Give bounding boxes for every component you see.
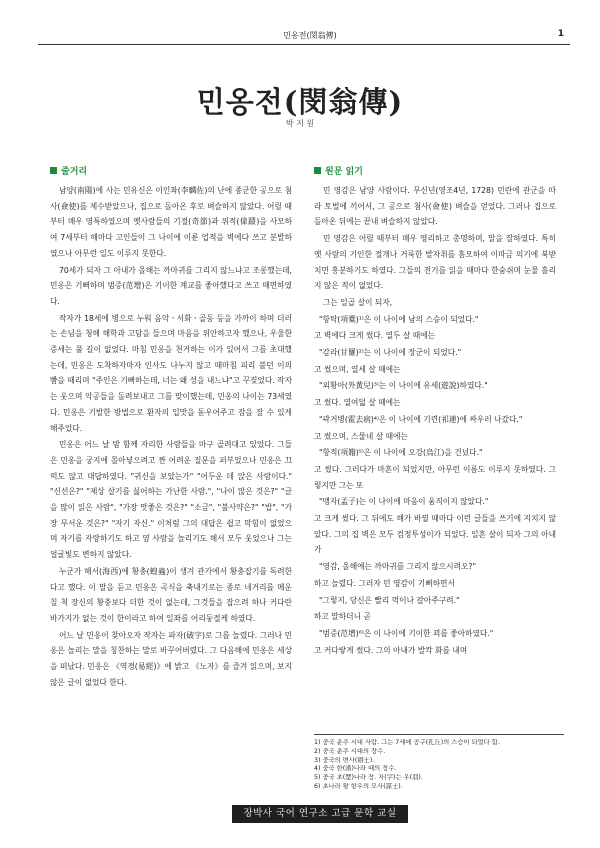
original-text-heading-label: 원문 읽기 [325, 167, 363, 177]
quoted-line: "항탁(項橐)¹⁾은 이 나이에 남의 스승이 되었다." [319, 314, 479, 324]
footer-banner: 장박사 국어 연구소 고급 문학 교실 [232, 805, 408, 823]
page-number: 1 [557, 29, 564, 39]
body-paragraph: 고 벽에다 크게 썼다. 열두 살 때에는 [314, 331, 436, 341]
page-header [52, 30, 568, 44]
square-bullet-icon [314, 167, 321, 174]
body-paragraph: 고 썼다. 그러다가 마흔이 되었지만, 아무런 이름도 이루지 못하였다. 그렇지만 그는 또 [314, 464, 556, 490]
quoted-line: "맹자(孟子)는 이 나이에 마음이 움직이지 않았다." [319, 497, 489, 507]
footnote: 3) 중국의 변사(辯士). [314, 756, 375, 764]
body-paragraph: 고 크게 썼다. 그 뒤에도 해가 바뀔 때마다 이런 글들을 쓰기에 지치지 않았다. 그의 집 벽은 모두 검정투성이가 되었다. 일흔 살이 되자 그의 아내가 [314, 514, 556, 555]
quoted-line: "외황아(外黃兒)³⁾는 이 나이에 유세(遊說)하였다." [319, 381, 488, 391]
summary-paragraph: 누군가 해서(海西)에 황충(蝗蟲)이 생겨 관가에서 황충잡기를 독려한다고 했다. 이 말을 듣고 민옹은 곡식을 축내기로는 종로 네거리를 메운 칠 척 장신의 황충보다 더한 것이 없는데, 그것들을 잡으려 하나 커다란 바가지가 없는 것이 한이라고 하여 일좌를 어리둥절케 하였다. [50, 566, 292, 623]
author: 박 지 원 [285, 119, 315, 128]
body-paragraph: 민 영감은 어릴 때부터 매우 영리하고 총명하며, 말을 잘하였다. 특히 옛 사람의 기인한 절개나 거룩한 발자취를 흠모하여 이따금 의기에 북받치면 흥분하기도 하였다. 그들의 전기를 읽을 때마다 한숨쉬며 눈물 흘리지 않은 적이 없었다. [314, 234, 556, 291]
running-title: 민옹전(閔翁傳) [283, 31, 337, 40]
original-text-column [314, 164, 556, 659]
original-text-heading [314, 164, 556, 177]
square-bullet-icon [50, 167, 57, 174]
quoted-line: "범증(范增)⁶⁾은 이 나이에 기이한 꾀를 좋아하였다." [319, 628, 494, 638]
summary-heading-label: 줄거리 [61, 167, 88, 177]
quoted-line: "감라(甘羅)²⁾는 이 나이에 장군이 되었다." [319, 348, 462, 358]
body-paragraph: 민 영감은 남양 사람이다. 무신년(영조4년, 1728) 민란에 관군을 따라 토벌에 끼어서, 그 공으로 첨사(僉使) 벼슬을 얻었다. 그러나 집으로 돌아온 뒤에는 끝내 벼슬하지 않았다. [314, 186, 556, 227]
quoted-line: "그렇지, 당신은 빨리 먹이나 갈아주구려." [319, 595, 460, 605]
document-title: 민옹전(閔翁傳) [196, 85, 404, 119]
quoted-line: "영감, 올해에는 까마귀를 그리지 않으시려오?" [319, 562, 477, 572]
quoted-line: "항적(項籍)⁵⁾은 이 나이에 오강(烏江)을 건넜다." [319, 448, 483, 458]
quoted-line: "곽거병(霍去病)⁴⁾은 이 나이에 기련(祁連)에 싸우러 나갔다." [319, 414, 523, 424]
body-paragraph: 고 썼다. 열여덟 살 때에는 [314, 398, 401, 408]
footnotes [314, 734, 564, 792]
body-paragraph: 고 썼으며, 스물네 살 때에는 [314, 431, 408, 441]
footnote: 6) 초나라 왕 항우의 모사(謀士). [314, 782, 403, 790]
summary-heading [50, 164, 292, 177]
footnote: 2) 중국 춘추 시대의 장수. [314, 747, 386, 755]
body-paragraph: 그는 일곱 살이 되자, [323, 297, 393, 307]
summary-column [50, 164, 292, 692]
footnote: 4) 중국 한(漢)나라 때의 장수. [314, 765, 397, 773]
body-paragraph: 고 커다랗게 썼다. 그의 아내가 발칵 화를 내며 [314, 645, 468, 655]
body-paragraph: 고 썼으며, 열세 살 때에는 [314, 364, 401, 374]
body-paragraph: 하고 놀렸다. 그러자 민 영감이 기뻐하면서 [314, 578, 455, 588]
header-rule [38, 44, 570, 45]
original-text-body [314, 183, 556, 658]
summary-paragraph: 70세가 되자 그 아내가 올해는 까마귀를 그리지 않느냐고 조롱했는데, 민옹은 기뻐하며 범증(范增)은 기이한 계교를 좋아했다고 쓰고 때면하였다. [50, 265, 292, 306]
body-paragraph: 하고 말하더니 곧 [314, 612, 371, 622]
summary-paragraph: 민옹은 어느 날 밤 함께 자리한 사람들을 마구 골려대고 있었다. 그들은 민옹을 궁지에 몰아넣으려고 짠 어려운 질문을 퍼부었으나 민옹은 끄떡도 않고 대답하였다. "귀신을 보았는가" "어두운 데 앉은 사람이다." "신선은?" "제상 살기를 싫어하는 가난한 사람.", "나이 많은 것은?" "글을 많이 읽은 사람", "가장 맛좋은 것은?" "소금", "불사약은?" "밥", "가장 무서운 것은?" "자기 자신." 이처럼 그의 대답은 쉽고 막힘이 없었으며 자기를 자랑하기도 하고 옆 사람을 놀리기도 해서 모두 웃었으나 그는 얼굴빛도 변하지 않았다. [50, 440, 292, 560]
summary-paragraph: 남양(南陽)에 사는 민유신은 이인좌(李麟佐)의 난에 종군한 공으로 첨사(僉使)를 제수받았으나, 집으로 돌아온 후로 벼슬하지 않았다. 어릴 때부터 매우 영특하였으며 옛사람들의 기절(奇節)과 위적(偉蹟)을 사모하여 7세부터 해마다 고인들이 그 나이에 이룬 업적을 벽에다 쓰고 분발하였으나 아무런 일도 이루지 못한다. [50, 186, 292, 258]
footnote: 5) 중국 초(楚)나라 장. 자(字)는 우(羽). [314, 774, 423, 782]
summary-paragraph: 작자가 18세에 병으로 누워 음악ㆍ서화ㆍ골동 등을 가까이 하며 더러는 손님을 청해 해학과 고담을 들으며 마음을 위안하고자 했으나, 우울한 증세는 풀 길이 없었다. 마침 민옹을 천거하는 이가 있어서 그를 초대했는데, 민옹은 도착하자마자 인사도 나누지 않고 때마침 피리 불던 이의 뺨을 때리며 "주인은 기뻐하는데, 너는 왜 성을 내느냐"고 꾸짖었다. 작자는 웃으며 악공들을 돌려보내고 그를 맞이했는데, 민옹의 나이는 73세였다. 민옹은 기발한 방법으로 환자의 입맛을 돋우어주고 잠을 잘 수 있게 해주었다. [50, 313, 292, 433]
footnote: 1) 중국 춘추 시대 사람. 그는 7세에 공구(孔丘)의 스승이 되었다 함. [314, 739, 500, 746]
summary-paragraph: 어느 날 민옹이 찾아오자 작자는 파자(破字)로 그를 놀렸다. 그러나 민옹은 놀리는 말을 칭찬하는 말로 바꾸어버렸다. 그 다음해에 민옹은 세상을 떠났다. 민옹은 《역경(易經)》에 밝고 《노자》를 즐겨 읽으며, 보지 않은 글이 없었다 한다. [50, 630, 292, 687]
